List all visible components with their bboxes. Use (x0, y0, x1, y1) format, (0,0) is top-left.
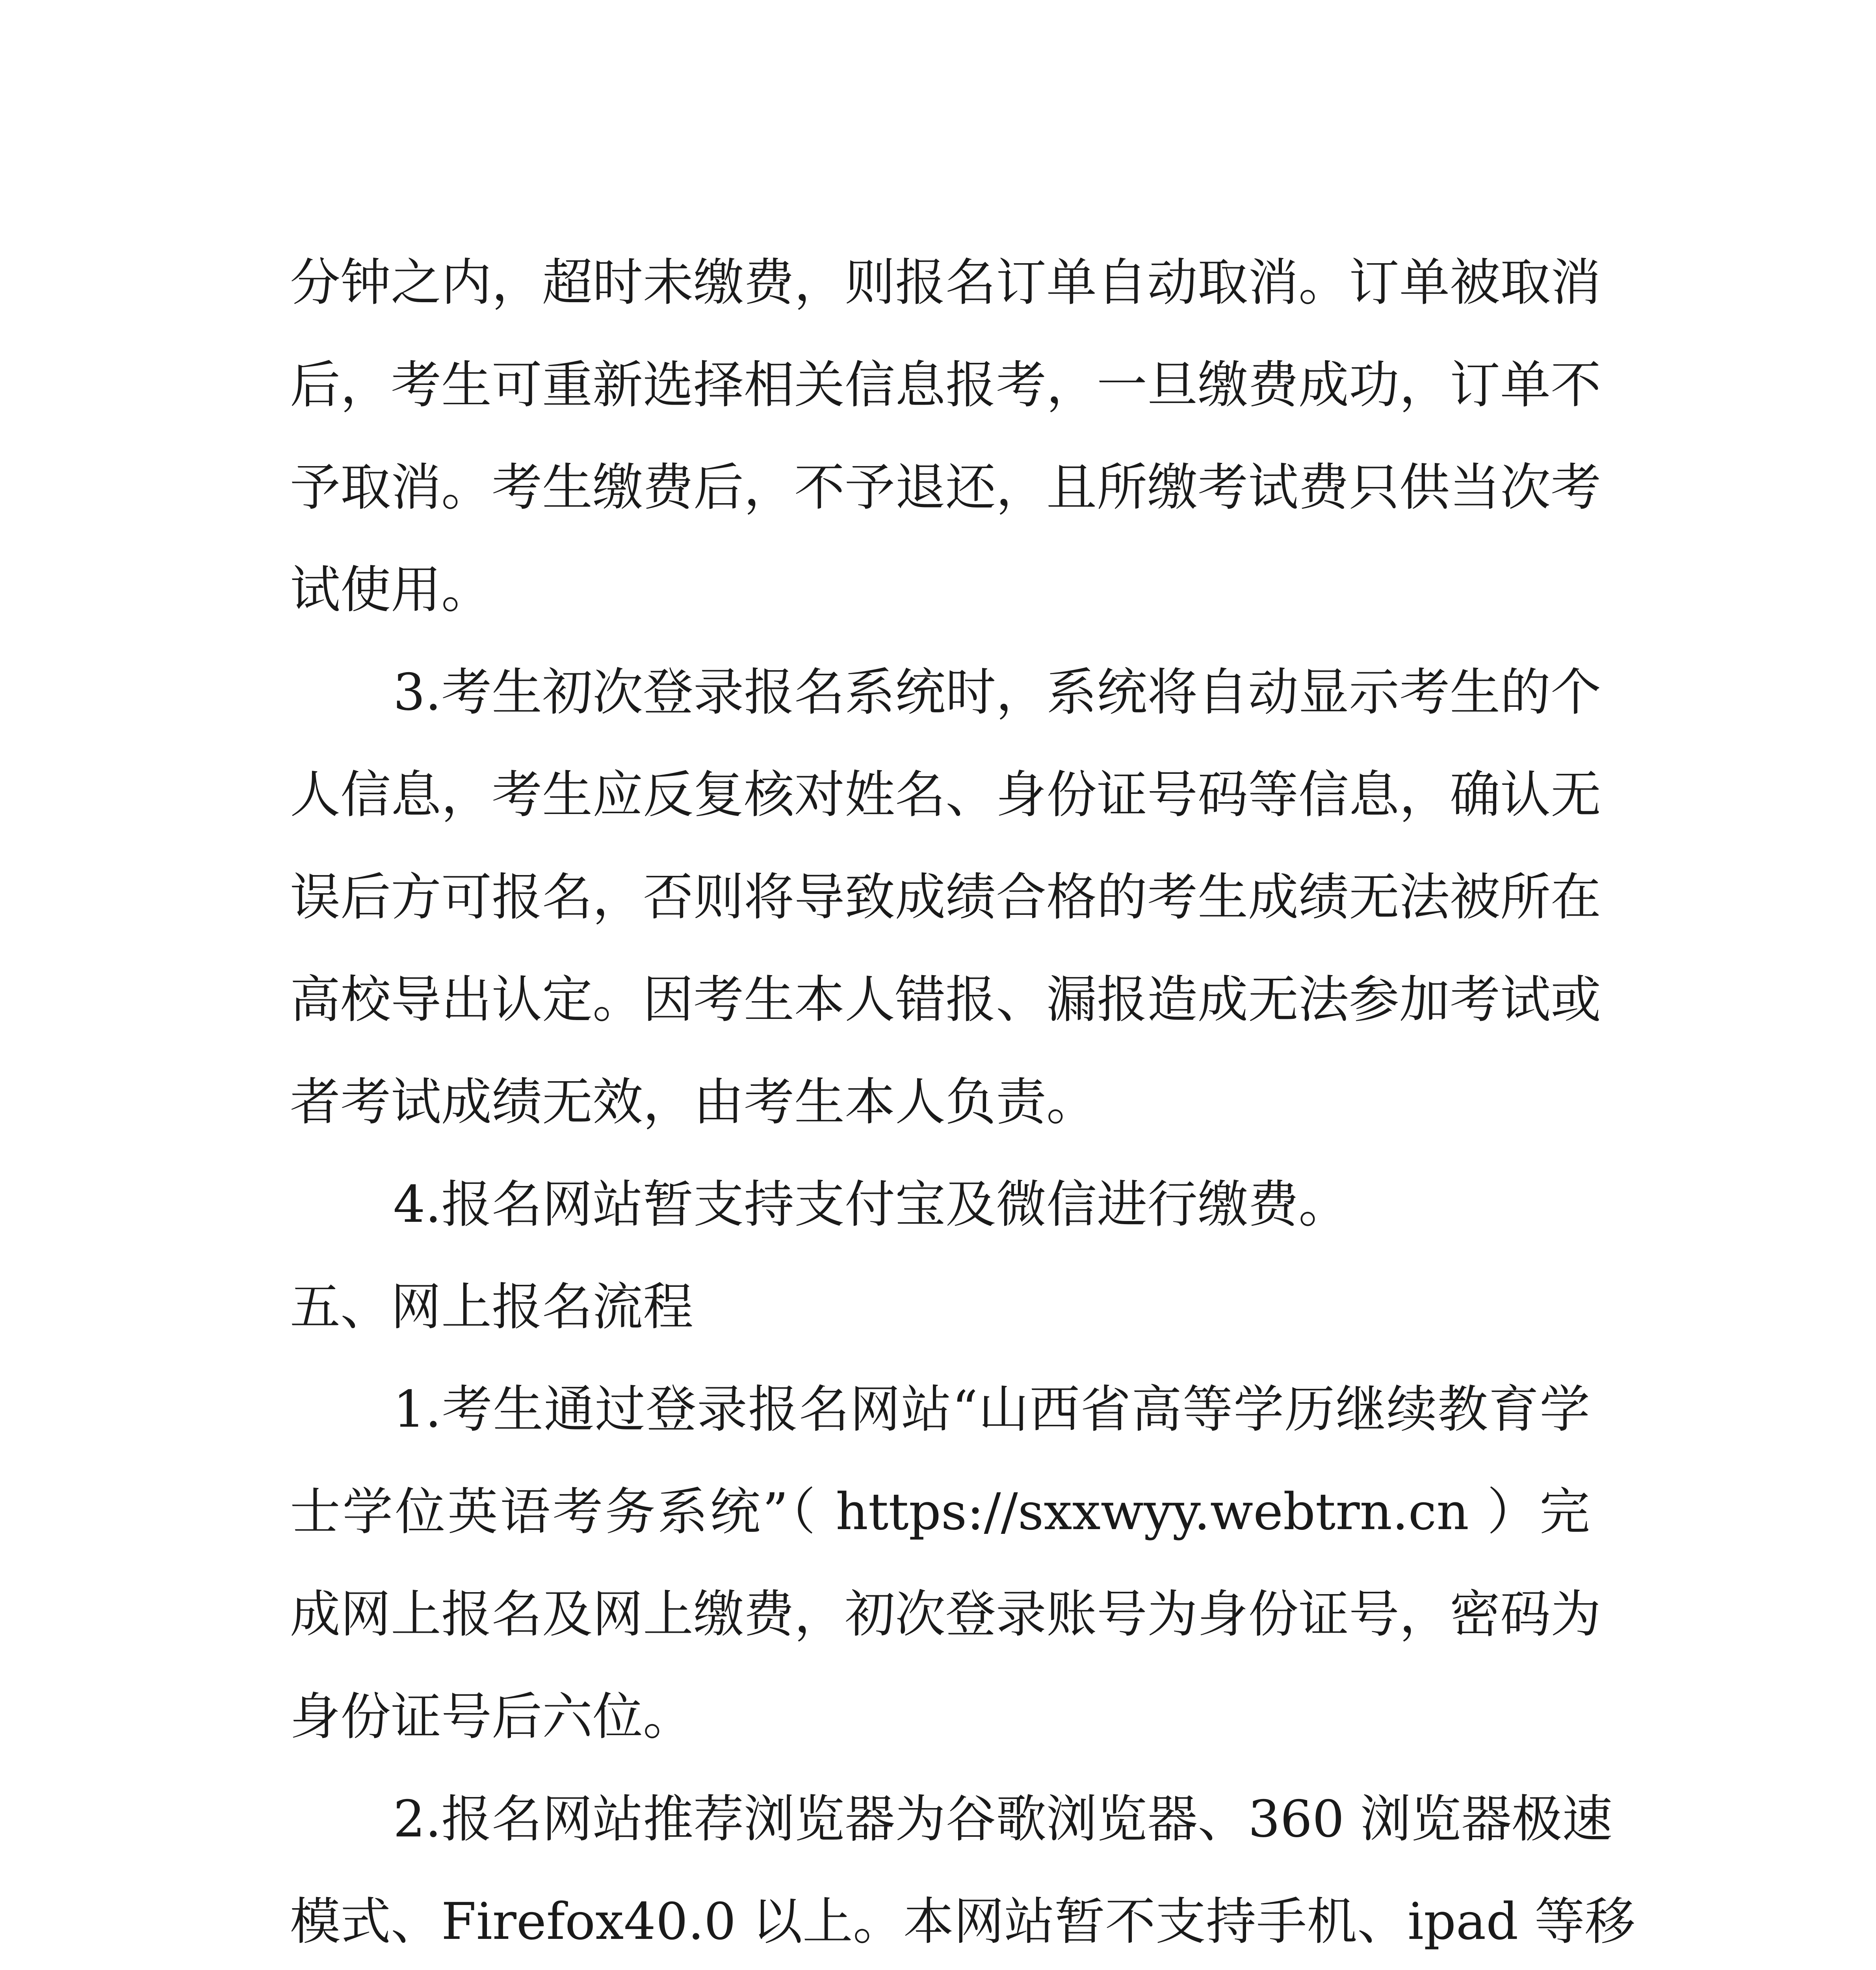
text-line: 成网上报名及网上缴费，初次登录账号为身份证号，密码为 (290, 1585, 1601, 1644)
text-line: 2.报名网站推荐浏览器为谷歌浏览器、360 浏览器极速 (393, 1790, 1613, 1849)
text-line: 分钟之内，超时未缴费，则报名订单自动取消。订单被取消 (290, 253, 1601, 312)
text-line: 人信息，考生应反复核对姓名、身份证号码等信息，确认无 (290, 766, 1601, 824)
text-line: 者考试成绩无效，由考生本人负责。 (290, 1073, 1097, 1132)
text-line: 后，考生可重新选择相关信息报考，一旦缴费成功，订单不 (290, 356, 1601, 414)
text-line: 高校导出认定。因考生本人错报、漏报造成无法参加考试或 (290, 970, 1601, 1029)
text-line: 予取消。考生缴费后，不予退还，且所缴考试费只供当次考 (290, 458, 1601, 517)
section-heading: 五、网上报名流程 (290, 1278, 694, 1336)
text-line: 3.考生初次登录报名系统时，系统将自动显示考生的个 (393, 663, 1601, 722)
text-line: 模式、Firefox40.0 以上。本网站暂不支持手机、ipad 等移 (290, 1892, 1635, 1951)
text-line: 身份证号后六位。 (290, 1688, 694, 1746)
text-line: 士学位英语考务系统”（ https://sxxwyy.webtrn.cn ）完 (290, 1483, 1590, 1541)
text-line: 误后方可报名，否则将导致成绩合格的考生成绩无法被所在 (290, 868, 1601, 927)
text-line: 4.报名网站暂支持支付宝及微信进行缴费。 (393, 1175, 1349, 1234)
text-line: 试使用。 (290, 561, 492, 619)
text-line: 1.考生通过登录报名网站“山西省高等学历继续教育学 (393, 1380, 1590, 1439)
